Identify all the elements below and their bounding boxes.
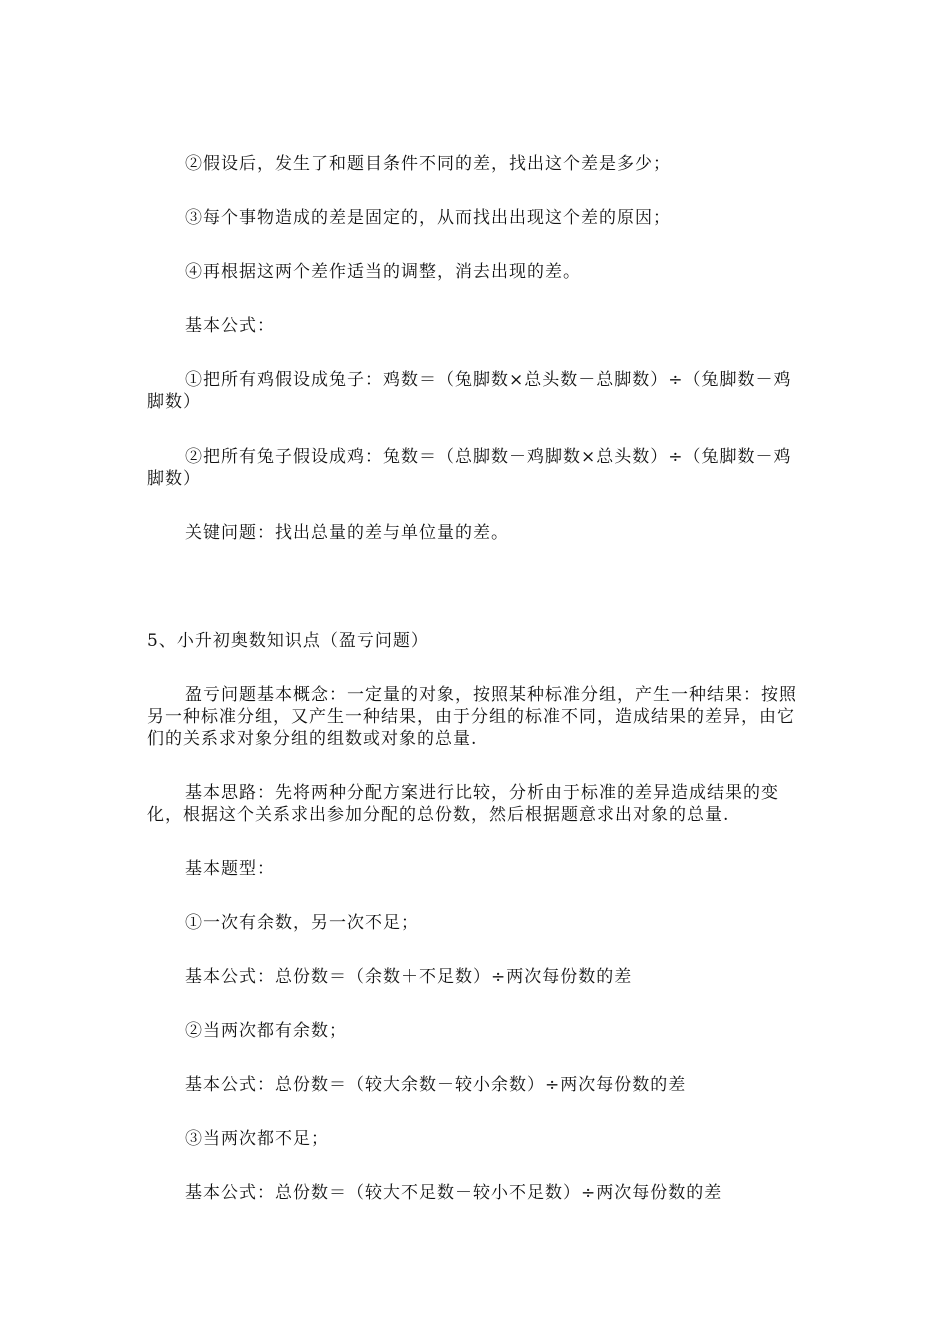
type-2-text: ②当两次都有余数； [185, 1021, 347, 1041]
types-title: 基本题型： [185, 859, 275, 879]
formula-chicken-text: ①把所有鸡假设成兔子：鸡数＝（兔脚数×总头数－总脚数）÷（兔脚数－鸡脚数） [147, 370, 792, 412]
step-3-text: ③每个事物造成的差是固定的，从而找出出现这个差的原因； [185, 208, 671, 228]
step-4-text: ④再根据这两个差作适当的调整，消去出现的差。 [185, 262, 581, 282]
type-3-text: ③当两次都不足； [185, 1129, 329, 1149]
formula-title: 基本公式： [185, 316, 275, 336]
concept-paragraph: 盈亏问题基本概念：一定量的对象，按照某种标准分组，产生一种结果：按照另一种标准分组，又产生一种结果，由于分组的标准不同，造成结果的差异，由它们的关系求对象分组的组数或对象的总量. [147, 685, 797, 749]
type-2-formula: 基本公式：总份数＝（较大余数－较小余数）÷两次每份数的差 [185, 1075, 687, 1095]
step-2-text: ②假设后，发生了和题目条件不同的差，找出这个差是多少； [185, 154, 671, 174]
formula-rabbit-text: ②把所有兔子假设成鸡：兔数＝（总脚数－鸡脚数×总头数）÷（兔脚数－鸡脚数） [147, 447, 792, 489]
type-3-formula: 基本公式：总份数＝（较大不足数－较小不足数）÷两次每份数的差 [185, 1183, 723, 1203]
approach-paragraph: 基本思路：先将两种分配方案进行比较，分析由于标准的差异造成结果的变化，根据这个关系求出参加分配的总份数，然后根据题意求出对象的总量. [147, 783, 779, 825]
type-1-formula: 基本公式：总份数＝（余数＋不足数）÷两次每份数的差 [185, 967, 633, 987]
type-1-text: ①一次有余数，另一次不足； [185, 913, 419, 933]
key-problem-text: 关键问题：找出总量的差与单位量的差。 [185, 523, 509, 543]
section-5-heading: 5、小升初奥数知识点（盈亏问题） [147, 631, 429, 651]
